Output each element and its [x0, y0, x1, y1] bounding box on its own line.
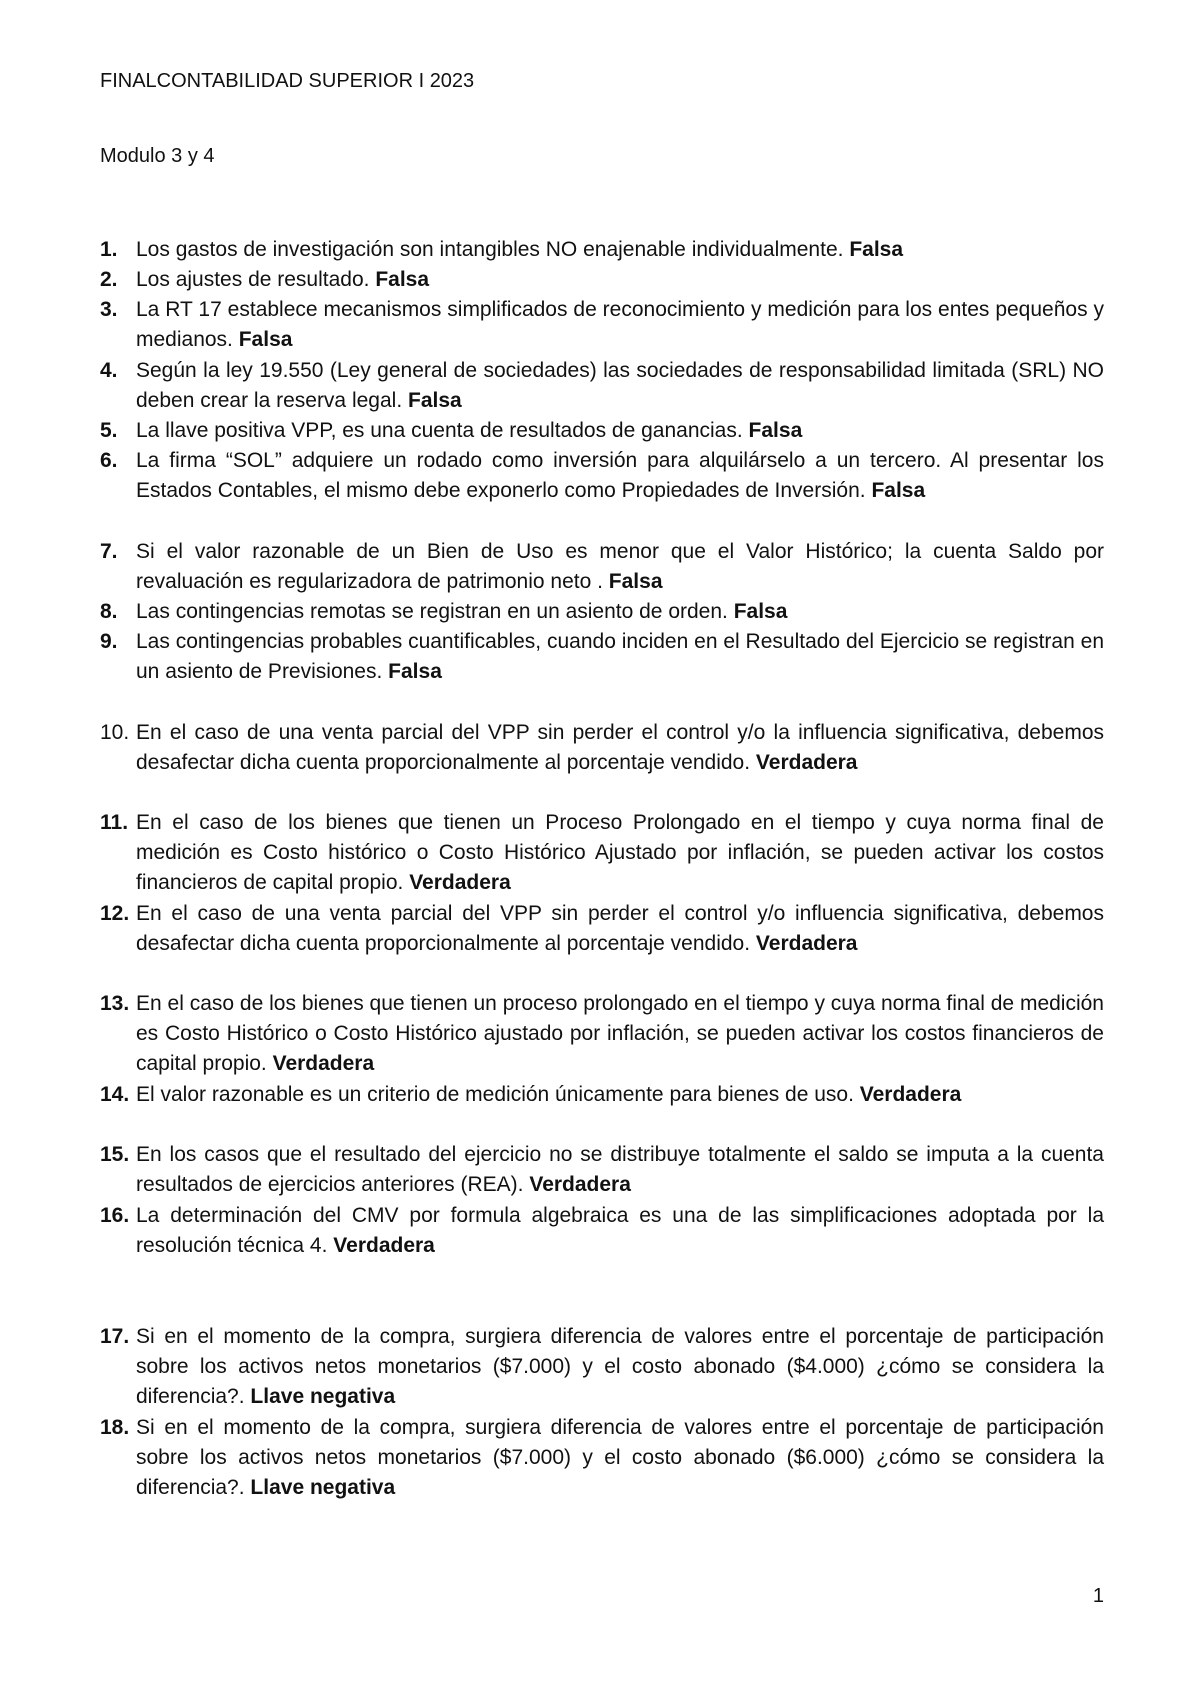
question-number: 15.: [100, 1143, 130, 1166]
question-item-18: [100, 1413, 1104, 1504]
question-item-4: [100, 356, 1104, 416]
question-number: 18.: [100, 1416, 130, 1439]
question-text: Los ajustes de resultado.: [136, 268, 370, 291]
question-number: 12.: [100, 902, 130, 925]
question-answer: Llave negativa: [250, 1385, 396, 1409]
question-answer: Verdadera: [333, 1234, 435, 1258]
question-number: 14.: [100, 1083, 130, 1106]
question-text: En el caso de los bienes que tienen un proceso prolongado en el tiempo y cuya norma final de medición es Costo Histórico o Costo Histórico ajustado por inflación, se pueden activar los costos financieros de capital propio.: [136, 992, 1104, 1076]
question-item-7: [100, 537, 1104, 597]
question-number: 3.: [100, 298, 118, 321]
question-item-6: [100, 446, 1104, 506]
question-text: Los gastos de investigación son intangibles NO enajenable individualmente.: [136, 238, 844, 261]
document-subtitle: Modulo 3 y 4: [100, 145, 215, 167]
question-item-15: [100, 1140, 1104, 1200]
question-text: Las contingencias remotas se registran en un asiento de orden.: [136, 600, 728, 623]
question-text: El valor razonable es un criterio de medición únicamente para bienes de uso.: [136, 1083, 854, 1106]
question-text: Según la ley 19.550 (Ley general de sociedades) las sociedades de responsabilidad limitada (SRL) NO deben crear la reserva legal.: [136, 359, 1104, 413]
question-number: 17.: [100, 1325, 130, 1348]
question-text: La llave positiva VPP, es una cuenta de resultados de ganancias.: [136, 419, 743, 442]
question-text: En el caso de una venta parcial del VPP sin perder el control y/o influencia significativa, debemos desafectar dicha cuenta proporcionalmente al porcentaje vendido.: [136, 902, 1104, 956]
question-number: 9.: [100, 630, 118, 653]
question-item-1: [100, 235, 1104, 265]
question-item-17: [100, 1322, 1104, 1413]
question-text: Si en el momento de la compra, surgiera diferencia de valores entre el porcentaje de participación sobre los activos netos monetarios ($7.000) y el costo abonado ($4.000) ¿cómo se considera la diferencia?.: [136, 1325, 1104, 1409]
question-answer: Falsa: [388, 660, 442, 684]
question-answer: Falsa: [608, 570, 663, 594]
question-number: 5.: [100, 419, 118, 442]
question-number: 10.: [100, 721, 130, 744]
question-number: 6.: [100, 449, 118, 472]
question-number: 8.: [100, 600, 118, 623]
question-answer: Verdadera: [529, 1173, 631, 1197]
question-number: 4.: [100, 359, 118, 382]
question-item-2: [100, 265, 1104, 295]
question-text: En el caso de una venta parcial del VPP sin perder el control y/o la influencia significativa, debemos desafectar dicha cuenta proporcionalmente al porcentaje vendido.: [136, 721, 1104, 775]
question-item-10: [100, 718, 1104, 778]
question-item-11: [100, 808, 1104, 899]
question-item-13: [100, 989, 1104, 1080]
question-answer: Llave negativa: [250, 1476, 396, 1500]
question-item-14: [100, 1080, 1104, 1110]
question-text: En los casos que el resultado del ejercicio no se distribuye totalmente el saldo se imputa a la cuenta resultados de ejercicios anteriores (REA).: [136, 1143, 1104, 1197]
question-text: Las contingencias probables cuantificables, cuando inciden en el Resultado del Ejercicio se registran en un asiento de Previsiones.: [136, 630, 1104, 684]
question-item-9: [100, 627, 1104, 687]
question-answer: Verdadera: [755, 751, 858, 775]
question-text: En el caso de los bienes que tienen un Proceso Prolongado en el tiempo y cuya norma final de medición es Costo histórico o Costo Histórico Ajustado por inflación, se pueden activar los costos financieros de capital propio.: [136, 811, 1104, 895]
question-number: 1.: [100, 238, 118, 261]
question-item-8: [100, 597, 1104, 627]
question-answer: Verdadera: [755, 932, 858, 956]
question-number: 11.: [100, 811, 129, 834]
question-answer: Falsa: [871, 479, 926, 503]
question-number: 2.: [100, 268, 118, 291]
page-number: 1: [1092, 1585, 1104, 1607]
question-item-3: [100, 295, 1104, 355]
question-item-5: [100, 416, 1104, 446]
question-answer: Falsa: [375, 268, 430, 291]
question-answer: Falsa: [733, 600, 788, 623]
question-text: La RT 17 establece mecanismos simplificados de reconocimiento y medición para los entes pequeños y medianos.: [136, 298, 1104, 352]
question-number: 7.: [100, 540, 118, 563]
question-answer: Falsa: [238, 328, 293, 352]
question-answer: Verdadera: [859, 1083, 962, 1106]
question-answer: Falsa: [748, 419, 803, 442]
question-text: Si el valor razonable de un Bien de Uso es menor que el Valor Histórico; la cuenta Saldo por revaluación es regularizadora de patrimonio neto .: [136, 540, 1104, 594]
question-item-16: [100, 1201, 1104, 1261]
question-answer: Falsa: [408, 389, 462, 413]
question-item-12: [100, 899, 1104, 959]
question-answer: Falsa: [849, 238, 904, 261]
question-number: 16.: [100, 1204, 130, 1227]
document-title: FINALCONTABILIDAD SUPERIOR I 2023: [100, 70, 475, 92]
question-text: Si en el momento de la compra, surgiera diferencia de valores entre el porcentaje de participación sobre los activos netos monetarios ($7.000) y el costo abonado ($6.000) ¿cómo se considera la diferencia?.: [136, 1416, 1104, 1500]
question-answer: Verdadera: [409, 871, 511, 895]
question-text: La determinación del CMV por formula algebraica es una de las simplificaciones adoptada por la resolución técnica 4.: [136, 1204, 1104, 1258]
question-number: 13.: [100, 992, 130, 1015]
question-text: La firma “SOL” adquiere un rodado como inversión para alquilárselo a un tercero. Al presentar los Estados Contables, el mismo debe exponerlo como Propiedades de Inversión.: [136, 449, 1104, 503]
question-answer: Verdadera: [272, 1052, 375, 1076]
